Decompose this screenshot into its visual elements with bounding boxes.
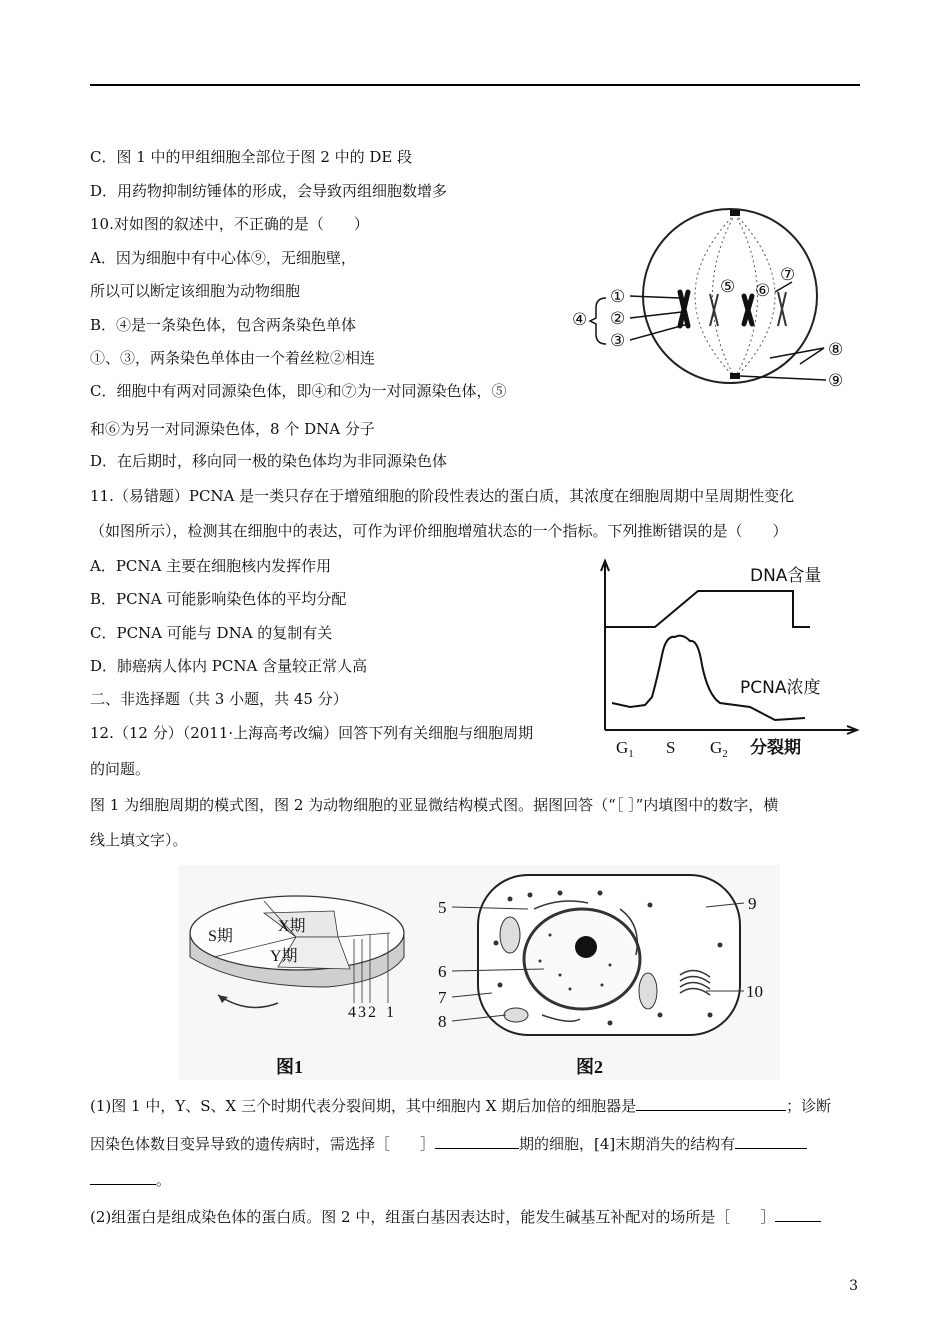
nucleus	[524, 909, 640, 1009]
q12-part1-text-d: 期的细胞，[4]末期消失的结构有	[519, 1135, 736, 1153]
fig2-label-8: 8	[438, 1012, 447, 1031]
x-phase-label: X期	[278, 918, 306, 935]
x-label-g2	[710, 738, 728, 760]
q12-part1-line2	[90, 1134, 807, 1154]
q12-part1-text-b: ；诊断	[786, 1097, 832, 1115]
mitochondrion-2	[639, 973, 657, 1009]
centriole-bottom	[730, 373, 740, 379]
label-2: ②	[610, 309, 626, 329]
centriole-top	[730, 210, 740, 216]
q10-option-a-cont: 所以可以断定该细胞为动物细胞	[90, 282, 301, 300]
chromosome-7	[778, 292, 786, 326]
x-label-s: S	[666, 738, 676, 757]
page-number: 3	[849, 1278, 858, 1294]
q10-option-d: D．在后期时，移向同一极的染色体均为非同源染色体	[90, 452, 448, 470]
figure-1-caption: 图1	[276, 1057, 303, 1077]
q12-part1-text-c: 因染色体数目变异导致的遗传病时，需选择［ ］	[90, 1135, 436, 1153]
pcna-chart	[590, 555, 870, 760]
q12-intro: 图 1 为细胞周期的模式图，图 2 为动物细胞的亚显微结构模式图。据图回答（“［ ］”内填图中的数字，横	[90, 796, 779, 814]
nucleolus	[575, 936, 597, 958]
q10-option-c: C．细胞中有两对同源染色体，即④和⑦为一对同源染色体，⑤	[90, 382, 507, 400]
pcna-label: PCNA浓度	[740, 678, 821, 698]
q12-part2-line1	[90, 1207, 821, 1227]
leader-2	[630, 312, 682, 318]
chromosome-4	[680, 292, 688, 326]
fig2-label-5: 5	[438, 898, 447, 917]
mitochondrion-1	[500, 917, 520, 953]
q11-stem: 11.（易错题）PCNA 是一类只存在于增殖细胞的阶段性表达的蛋白质，其浓度在细胞周期中呈周期性变化	[90, 487, 795, 505]
q11-stem-cont: （如图所示），检测其在细胞中的表达，可作为评价细胞增殖状态的一个指标。下列推断错误的是（ ）	[90, 522, 788, 540]
q12-part1-line1	[90, 1096, 831, 1116]
q12-part1-text-e: 。	[156, 1171, 172, 1189]
figure-2-animal-cell	[410, 865, 780, 1080]
num-label-2: 2	[368, 1004, 376, 1021]
x-label-g1	[616, 738, 634, 760]
x-label-g1-main: G	[616, 738, 629, 757]
dna-content-label: DNA含量	[750, 566, 822, 586]
label-5: ⑤	[720, 277, 736, 297]
mitochondrion-3	[504, 1008, 528, 1022]
q12-intro-cont: 线上填文字）。	[90, 831, 188, 849]
header-rule	[90, 84, 860, 86]
answer-blank-structure[interactable]	[735, 1134, 807, 1149]
q11-option-d: D．肺癌病人体内 PCNA 含量较正常人高	[90, 657, 368, 675]
q11-option-b: B．PCNA 可能影响染色体的平均分配	[90, 590, 347, 608]
q12-part1-text-a: (1)图 1 中，Y、S、X 三个时期代表分裂间期，其中细胞内 X 期后加倍的细胞器是	[90, 1097, 637, 1115]
q12-stem: 12.（12 分）（2011·上海高考改编）回答下列有关细胞与细胞周期	[90, 724, 534, 742]
q10-option-b: B．④是一条染色体，包含两条染色单体	[90, 316, 357, 334]
num-label-3: 3	[358, 1004, 366, 1021]
label-3: ③	[610, 331, 626, 351]
fig2-label-7: 7	[438, 988, 447, 1007]
s-phase-label: S期	[208, 928, 233, 945]
y-phase-label: Y期	[270, 948, 298, 965]
leader-3	[630, 324, 688, 340]
q10-option-c-cont: 和⑥为另一对同源染色体，8 个 DNA 分子	[90, 420, 375, 438]
q11-option-a: A．PCNA 主要在细胞核内发挥作用	[90, 557, 332, 575]
label-8: ⑧	[828, 340, 844, 360]
label-7: ⑦	[780, 265, 796, 285]
figure-2-caption: 图2	[576, 1057, 603, 1077]
q9-option-d: D．用药物抑制纺锤体的形成，会导致丙组细胞数增多	[90, 182, 448, 200]
x-label-g2-sub: 2	[722, 748, 728, 760]
num-label-4: 4	[348, 1004, 356, 1021]
q11-option-c: C．PCNA 可能与 DNA 的复制有关	[90, 624, 333, 642]
num-label-1: 1	[386, 1004, 394, 1021]
label-6: ⑥	[755, 281, 771, 301]
q12-part1-line3	[90, 1170, 171, 1190]
x-label-mitosis: 分裂期	[750, 738, 801, 758]
q10-option-a: A．因为细胞中有中心体⑨，无细胞壁，	[90, 249, 356, 267]
label-4: ④	[572, 310, 588, 330]
answer-blank-structure-cont[interactable]	[90, 1170, 156, 1185]
section-heading: 二、非选择题（共 3 小题，共 45 分）	[90, 690, 348, 708]
mitosis-cell-figure	[570, 200, 860, 400]
figure-1-cell-cycle	[178, 865, 410, 1080]
q12-stem-cont: 的问题。	[90, 760, 151, 778]
q10-option-b-cont: ①、③，两条染色单体由一个着丝粒②相连	[90, 349, 376, 367]
q12-part2-text: (2)组蛋白是组成染色体的蛋白质。图 2 中，组蛋白基因表达时，能发生碱基互补配对的场所是［ ］	[90, 1208, 776, 1226]
dna-content-line	[605, 591, 810, 627]
label-9: ⑨	[828, 371, 844, 391]
x-label-g1-sub: 1	[628, 748, 634, 760]
chromosome-6	[744, 296, 752, 324]
fig2-label-6: 6	[438, 962, 447, 981]
chromosome-5	[710, 294, 718, 326]
label-1: ①	[610, 287, 626, 307]
brace-4	[590, 298, 606, 344]
x-label-g2-main: G	[710, 738, 723, 757]
q9-option-c: C．图 1 中的甲组细胞全部位于图 2 中的 DE 段	[90, 148, 413, 166]
answer-blank-organelle[interactable]	[636, 1096, 786, 1111]
leader-1	[630, 296, 680, 298]
q10-stem: 10.对如图的叙述中，不正确的是（ ）	[90, 215, 369, 233]
answer-blank-phase[interactable]	[435, 1134, 519, 1149]
fig2-label-10: 10	[746, 982, 763, 1001]
fig2-label-9: 9	[748, 894, 757, 913]
answer-blank-site[interactable]	[775, 1207, 821, 1222]
